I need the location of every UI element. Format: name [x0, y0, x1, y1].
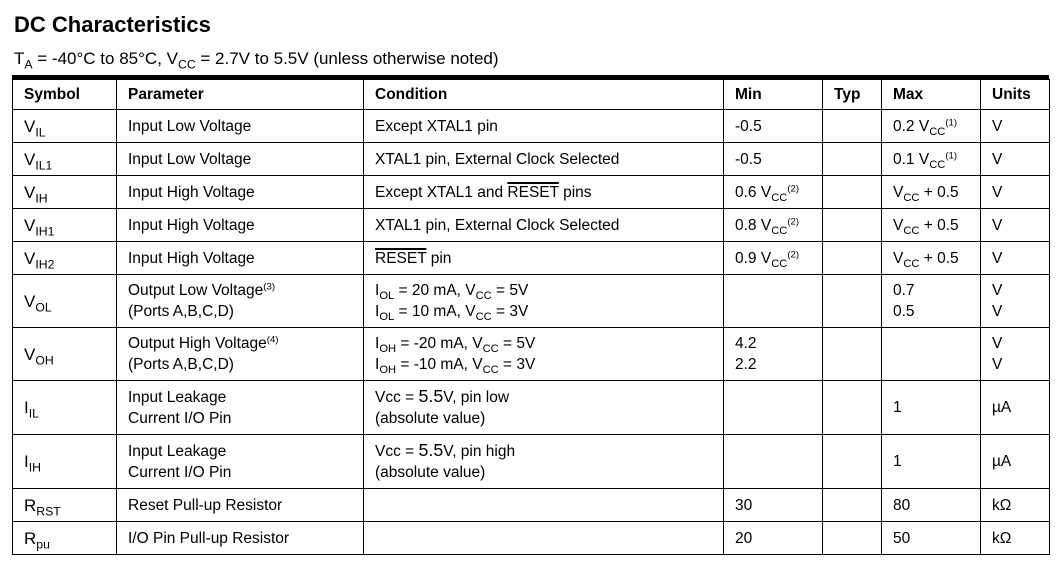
typ-cell	[823, 176, 882, 209]
table-row	[13, 435, 1050, 489]
condition-cell: Except XTAL1 and RESET pins	[364, 176, 724, 209]
parameter-cell: Input High Voltage	[117, 209, 364, 242]
min-cell: -0.5	[724, 143, 823, 176]
condition-cell: Vcc = 5.5V, pin low (absolute value)	[364, 381, 724, 435]
parameter-cell: Output Low Voltage$^{(3)}$ (Ports A,B,C,D)	[117, 275, 364, 328]
max-cell: $V_{CC} + 0.5$	[882, 209, 981, 242]
min-cell: 0.9 $V_{CC}^{(2)}$	[724, 242, 823, 275]
condition-cell: XTAL1 pin, External Clock Selected	[364, 209, 724, 242]
table-row	[13, 328, 1050, 381]
parameter-cell: Reset Pull-up Resistor	[117, 489, 364, 522]
min-cell: 0.8 $V_{CC}^{(2)}$	[724, 209, 823, 242]
symbol-cell: $V_{OL}$	[13, 275, 117, 328]
min-cell: 0.6 $V_{CC}^{(2)}$	[724, 176, 823, 209]
header-min: Min	[724, 80, 823, 110]
table-row	[13, 242, 1050, 275]
max-cell: 0.1 $V_{CC}^{(1)}$	[882, 143, 981, 176]
header-symbol: Symbol	[13, 80, 117, 110]
symbol-cell: $I_{IH}$	[13, 435, 117, 489]
typ-cell	[823, 435, 882, 489]
parameter-cell: Input Leakage Current I/O Pin	[117, 435, 364, 489]
symbol-cell: $V_{IH1}$	[13, 209, 117, 242]
header-units: Units	[981, 80, 1050, 110]
min-cell	[724, 275, 823, 328]
header-condition: Condition	[364, 80, 724, 110]
header-parameter: Parameter	[117, 80, 364, 110]
table-row	[13, 381, 1050, 435]
condition-cell: Vcc = 5.5V, pin high (absolute value)	[364, 435, 724, 489]
reset-overline-label: RESET	[375, 249, 427, 267]
condition-cell: $I_{OH} = -20$ mA, $V_{CC} = 5V$ $I_{OH} = -10$ mA, $V_{CC} = 3V$	[364, 328, 724, 381]
test-conditions: $T_A = -40^\circ C$ to 85°C, $V_{CC} = 2.7V$ to 5.5V (unless otherwise noted)	[14, 49, 499, 72]
units-cell: V	[981, 176, 1050, 209]
max-cell: 80	[882, 489, 981, 522]
parameter-cell: Input Leakage Current I/O Pin	[117, 381, 364, 435]
typ-cell	[823, 275, 882, 328]
typ-cell	[823, 143, 882, 176]
header-max: Max	[882, 80, 981, 110]
parameter-cell: Input Low Voltage	[117, 143, 364, 176]
table-row	[13, 209, 1050, 242]
table-row	[13, 522, 1050, 555]
units-cell: kΩ	[981, 522, 1050, 555]
parameter-cell: I/O Pin Pull-up Resistor	[117, 522, 364, 555]
condition-cell: RESET pin	[364, 242, 724, 275]
units-cell: V	[981, 143, 1050, 176]
condition-cell	[364, 489, 724, 522]
min-cell: 4.2 2.2	[724, 328, 823, 381]
page-title: DC Characteristics	[14, 12, 211, 37]
symbol-cell: $V_{IH}$	[13, 176, 117, 209]
typ-cell	[823, 381, 882, 435]
header-typ: Typ	[823, 80, 882, 110]
typ-cell	[823, 110, 882, 143]
symbol-cell: $V_{IL1}$	[13, 143, 117, 176]
max-cell: $V_{CC} + 0.5$	[882, 242, 981, 275]
typ-cell	[823, 489, 882, 522]
parameter-cell: Input High Voltage	[117, 176, 364, 209]
symbol-cell: $V_{OH}$	[13, 328, 117, 381]
max-cell: 0.2 $V_{CC}^{(1)}$	[882, 110, 981, 143]
units-cell: V	[981, 110, 1050, 143]
typ-cell	[823, 242, 882, 275]
units-cell: V	[981, 242, 1050, 275]
condition-cell: XTAL1 pin, External Clock Selected	[364, 143, 724, 176]
condition-cell: $I_{OL} = 20$ mA, $V_{CC} = 5V$ $I_{OL} = 10$ mA, $V_{CC} = 3V$	[364, 275, 724, 328]
table-row	[13, 176, 1050, 209]
min-cell	[724, 381, 823, 435]
min-cell: 30	[724, 489, 823, 522]
parameter-cell: Input Low Voltage	[117, 110, 364, 143]
min-cell	[724, 435, 823, 489]
parameter-cell: Output High Voltage$^{(4)}$ (Ports A,B,C,D)	[117, 328, 364, 381]
max-cell	[882, 328, 981, 381]
reset-overline-label: RESET	[507, 183, 559, 201]
units-cell: µA	[981, 381, 1050, 435]
parameter-cell: Input High Voltage	[117, 242, 364, 275]
condition-cell	[364, 522, 724, 555]
symbol-cell: $I_{IL}$	[13, 381, 117, 435]
max-cell: 1	[882, 381, 981, 435]
max-cell: 1	[882, 435, 981, 489]
typ-cell	[823, 522, 882, 555]
condition-cell: Except XTAL1 pin	[364, 110, 724, 143]
max-cell: 50	[882, 522, 981, 555]
symbol-cell: $V_{IH2}$	[13, 242, 117, 275]
units-cell: V	[981, 209, 1050, 242]
min-cell: 20	[724, 522, 823, 555]
typ-cell	[823, 328, 882, 381]
symbol-cell: $V_{IL}$	[13, 110, 117, 143]
table-row	[13, 143, 1050, 176]
symbol-cell: $R_{pu}$	[13, 522, 117, 555]
units-cell: µA	[981, 435, 1050, 489]
max-cell: $V_{CC} + 0.5$	[882, 176, 981, 209]
units-cell: V V	[981, 328, 1050, 381]
max-cell: 0.7 0.5	[882, 275, 981, 328]
units-cell: kΩ	[981, 489, 1050, 522]
table-header-row	[13, 80, 1050, 110]
table-row	[13, 275, 1050, 328]
table-row	[13, 110, 1050, 143]
symbol-cell: $R_{RST}$	[13, 489, 117, 522]
typ-cell	[823, 209, 882, 242]
table-row	[13, 489, 1050, 522]
units-cell: V V	[981, 275, 1050, 328]
min-cell: -0.5	[724, 110, 823, 143]
dc-characteristics-table	[12, 79, 1050, 555]
